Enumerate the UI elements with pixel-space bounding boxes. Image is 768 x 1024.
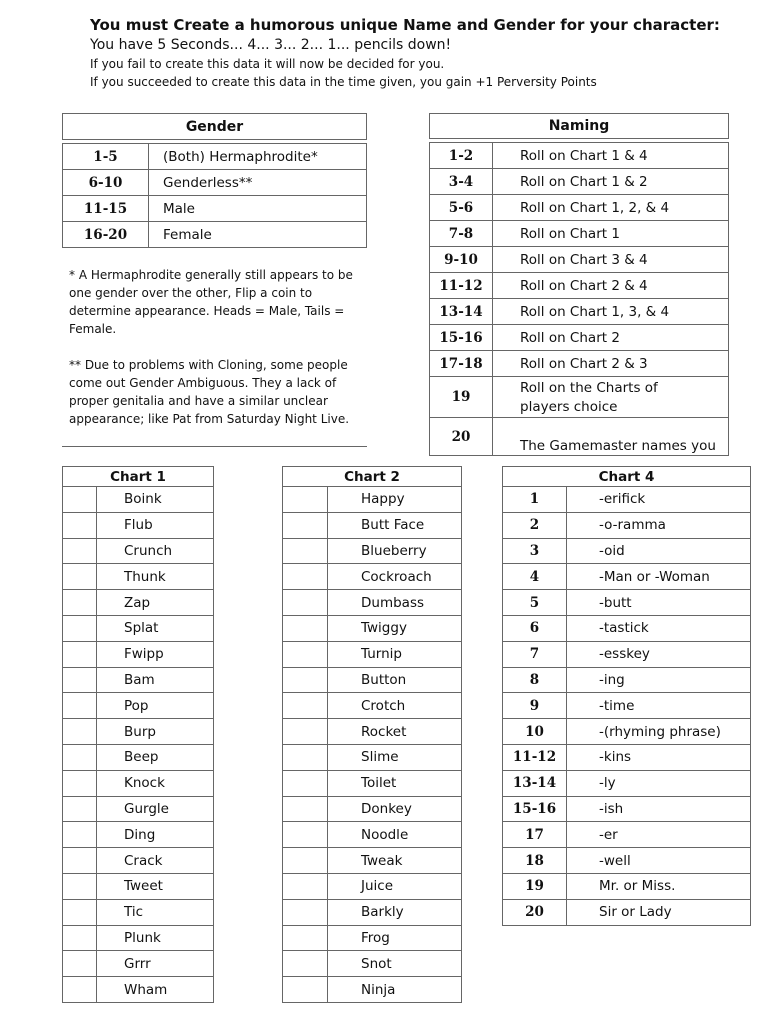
roll-cell: 5 (503, 590, 567, 616)
roll-cell (283, 667, 328, 693)
table-row (63, 590, 214, 616)
name-cell: Blueberry (328, 538, 462, 564)
roll-cell: 11-12 (430, 273, 493, 299)
suffix-cell: Sir or Lady (567, 899, 751, 925)
table-row (503, 848, 751, 874)
suffix-cell: -oid (567, 538, 751, 564)
roll-cell: 13-14 (430, 299, 493, 325)
table-row (63, 667, 214, 693)
table-row (503, 770, 751, 796)
result-cell: Female (149, 222, 367, 248)
page-title: You must Create a humorous unique Name and Gender for your character: (90, 16, 720, 34)
roll-cell: 3-4 (430, 169, 493, 195)
result-cell: Roll on Chart 1 & 2 (493, 169, 729, 195)
roll-cell (63, 925, 97, 951)
chart-2-heading: Chart 2 (283, 467, 462, 487)
roll-cell (283, 796, 328, 822)
suffix-cell: Mr. or Miss. (567, 873, 751, 899)
name-cell: Rocket (328, 719, 462, 745)
table-row (63, 719, 214, 745)
table-row (283, 615, 462, 641)
roll-cell: 9 (503, 693, 567, 719)
gender-heading: Gender (63, 114, 367, 140)
table-row (430, 299, 729, 325)
roll-cell (63, 848, 97, 874)
roll-cell: 18 (503, 848, 567, 874)
name-cell: Thunk (97, 564, 214, 590)
result-cell: The Gamemaster names you (493, 418, 729, 456)
table-row (283, 770, 462, 796)
table-row (283, 951, 462, 977)
roll-cell (63, 538, 97, 564)
table-row (503, 641, 751, 667)
roll-cell (63, 693, 97, 719)
roll-cell (283, 925, 328, 951)
table-row (430, 247, 729, 273)
table-row (63, 899, 214, 925)
table-row (283, 822, 462, 848)
roll-cell (63, 951, 97, 977)
roll-cell (283, 719, 328, 745)
name-cell: Ninja (328, 977, 462, 1003)
roll-cell: 3 (503, 538, 567, 564)
roll-cell: 6 (503, 615, 567, 641)
name-cell: Bam (97, 667, 214, 693)
roll-cell: 17 (503, 822, 567, 848)
name-cell: Tweak (328, 848, 462, 874)
suffix-cell: -tastick (567, 615, 751, 641)
table-row (63, 848, 214, 874)
roll-cell: 19 (503, 873, 567, 899)
roll-cell: 19 (430, 377, 493, 418)
table-row (63, 977, 214, 1003)
chart-2-table (282, 466, 462, 1003)
result-cell: Roll on Chart 3 & 4 (493, 247, 729, 273)
suffix-cell: -butt (567, 590, 751, 616)
result-cell: Roll on the Charts of players choice (493, 377, 729, 418)
roll-cell (63, 796, 97, 822)
roll-cell (283, 899, 328, 925)
table-row (503, 538, 751, 564)
name-cell: Zap (97, 590, 214, 616)
roll-cell (283, 538, 328, 564)
result-cell: Roll on Chart 1, 2, & 4 (493, 195, 729, 221)
roll-cell (63, 719, 97, 745)
chart-4-table (502, 466, 751, 926)
roll-cell: 15-16 (430, 325, 493, 351)
table-row (430, 195, 729, 221)
table-row (503, 667, 751, 693)
roll-cell: 7-8 (430, 221, 493, 247)
roll-cell: 13-14 (503, 770, 567, 796)
roll-cell (283, 615, 328, 641)
table-row (283, 538, 462, 564)
suffix-cell: -o-ramma (567, 512, 751, 538)
table-row (503, 615, 751, 641)
table-row (503, 873, 751, 899)
table-row (63, 925, 214, 951)
roll-cell (283, 512, 328, 538)
suffix-cell: -well (567, 848, 751, 874)
roll-cell (63, 615, 97, 641)
table-row (503, 564, 751, 590)
name-cell: Tic (97, 899, 214, 925)
roll-cell: 4 (503, 564, 567, 590)
suffix-cell: -ish (567, 796, 751, 822)
table-row (63, 641, 214, 667)
name-cell: Crack (97, 848, 214, 874)
name-cell: Dumbass (328, 590, 462, 616)
roll-cell (283, 770, 328, 796)
result-cell: Roll on Chart 2 & 3 (493, 351, 729, 377)
table-row (503, 512, 751, 538)
table-row (503, 719, 751, 745)
table-row (503, 899, 751, 925)
roll-cell (63, 667, 97, 693)
name-cell: Crotch (328, 693, 462, 719)
roll-cell (283, 744, 328, 770)
table-row (283, 564, 462, 590)
table-row (430, 169, 729, 195)
name-cell: Boink (97, 487, 214, 513)
roll-cell (283, 564, 328, 590)
name-cell: Tweet (97, 873, 214, 899)
roll-cell (63, 899, 97, 925)
table-row (503, 487, 751, 513)
suffix-cell: -Man or -Woman (567, 564, 751, 590)
name-cell: Happy (328, 487, 462, 513)
table-row (430, 351, 729, 377)
roll-cell: 11-12 (503, 744, 567, 770)
roll-cell: 2 (503, 512, 567, 538)
table-row (430, 418, 729, 456)
table-row (283, 796, 462, 822)
roll-cell: 17-18 (430, 351, 493, 377)
roll-cell: 11-15 (63, 196, 149, 222)
table-row (63, 144, 367, 170)
table-row (283, 641, 462, 667)
name-cell: Ding (97, 822, 214, 848)
name-cell: Frog (328, 925, 462, 951)
name-cell: Snot (328, 951, 462, 977)
name-cell: Juice (328, 873, 462, 899)
chart-4-heading: Chart 4 (503, 467, 751, 487)
result-cell: Roll on Chart 2 (493, 325, 729, 351)
genderless-note: ** Due to problems with Cloning, some people come out Gender Ambiguous. They a lack of proper genitalia and have a similar unclear appearance; like Pat from Saturday Night Live. (69, 358, 350, 426)
roll-cell: 5-6 (430, 195, 493, 221)
table-row (430, 377, 729, 418)
result-cell: Male (149, 196, 367, 222)
name-cell: Fwipp (97, 641, 214, 667)
suffix-cell: -er (567, 822, 751, 848)
roll-cell: 8 (503, 667, 567, 693)
countdown-line: You have 5 Seconds... 4... 3... 2... 1... pencils down! (90, 37, 452, 53)
hermaphrodite-note: * A Hermaphrodite generally still appears to be one gender over the other, Flip a coin to determine appearance. Heads = Male, Tails = Female. (69, 268, 353, 336)
name-cell: Gurgle (97, 796, 214, 822)
suffix-cell: -kins (567, 744, 751, 770)
roll-cell (63, 590, 97, 616)
gender-notes (69, 266, 359, 446)
table-row (283, 925, 462, 951)
roll-cell (283, 873, 328, 899)
table-row (283, 744, 462, 770)
name-cell: Noodle (328, 822, 462, 848)
table-row (63, 564, 214, 590)
table-row (430, 325, 729, 351)
name-cell: Beep (97, 744, 214, 770)
table-row (430, 143, 729, 169)
roll-cell (63, 977, 97, 1003)
table-row (283, 487, 462, 513)
roll-cell (283, 641, 328, 667)
name-cell: Wham (97, 977, 214, 1003)
fail-line: If you fail to create this data it will now be decided for you. (90, 57, 445, 71)
roll-cell (63, 873, 97, 899)
chart-1-table (62, 466, 214, 1003)
roll-cell (63, 822, 97, 848)
suffix-cell: -(rhyming phrase) (567, 719, 751, 745)
name-cell: Splat (97, 615, 214, 641)
name-cell: Twiggy (328, 615, 462, 641)
suffix-cell: -ly (567, 770, 751, 796)
roll-cell (283, 977, 328, 1003)
table-row (63, 693, 214, 719)
table-row (63, 796, 214, 822)
table-row (63, 744, 214, 770)
roll-cell (283, 693, 328, 719)
name-cell: Barkly (328, 899, 462, 925)
roll-cell: 1 (503, 487, 567, 513)
suffix-cell: -ing (567, 667, 751, 693)
suffix-cell: -erifick (567, 487, 751, 513)
name-cell: Flub (97, 512, 214, 538)
result-cell: Roll on Chart 1 (493, 221, 729, 247)
table-row (63, 770, 214, 796)
roll-cell (283, 848, 328, 874)
result-cell: Roll on Chart 1 & 4 (493, 143, 729, 169)
table-row (283, 512, 462, 538)
notes-divider (62, 446, 367, 447)
name-cell: Plunk (97, 925, 214, 951)
roll-cell (63, 770, 97, 796)
table-row (283, 848, 462, 874)
name-cell: Donkey (328, 796, 462, 822)
roll-cell (63, 641, 97, 667)
suffix-cell: -esskey (567, 641, 751, 667)
table-row (503, 796, 751, 822)
name-cell: Turnip (328, 641, 462, 667)
table-row (283, 667, 462, 693)
roll-cell (283, 822, 328, 848)
table-row (283, 590, 462, 616)
table-row (63, 873, 214, 899)
name-cell: Butt Face (328, 512, 462, 538)
roll-cell: 15-16 (503, 796, 567, 822)
roll-cell (63, 564, 97, 590)
roll-cell (283, 951, 328, 977)
table-row (283, 719, 462, 745)
roll-cell: 16-20 (63, 222, 149, 248)
roll-cell: 10 (503, 719, 567, 745)
name-cell: Pop (97, 693, 214, 719)
naming-table (429, 113, 729, 456)
naming-heading: Naming (430, 114, 729, 139)
table-row (503, 822, 751, 848)
table-row (283, 873, 462, 899)
name-cell: Toilet (328, 770, 462, 796)
table-row (503, 744, 751, 770)
table-row (283, 899, 462, 925)
roll-cell: 1-2 (430, 143, 493, 169)
name-cell: Slime (328, 744, 462, 770)
page-header (90, 15, 750, 91)
name-cell: Knock (97, 770, 214, 796)
name-cell: Burp (97, 719, 214, 745)
table-row (63, 170, 367, 196)
table-row (63, 615, 214, 641)
roll-cell: 1-5 (63, 144, 149, 170)
roll-cell (283, 590, 328, 616)
result-cell: Roll on Chart 2 & 4 (493, 273, 729, 299)
name-cell: Crunch (97, 538, 214, 564)
table-row (503, 693, 751, 719)
table-row (283, 693, 462, 719)
name-cell: Button (328, 667, 462, 693)
result-cell: (Both) Hermaphrodite* (149, 144, 367, 170)
table-row (63, 196, 367, 222)
roll-cell (63, 744, 97, 770)
gender-table (62, 113, 367, 248)
roll-cell: 6-10 (63, 170, 149, 196)
suffix-cell: -time (567, 693, 751, 719)
table-row (503, 590, 751, 616)
roll-cell: 9-10 (430, 247, 493, 273)
roll-cell: 20 (430, 418, 493, 456)
table-row (63, 222, 367, 248)
table-row (63, 538, 214, 564)
success-line: If you succeeded to create this data in the time given, you gain +1 Perversity Points (90, 75, 597, 89)
roll-cell (283, 487, 328, 513)
roll-cell (63, 487, 97, 513)
table-row (430, 221, 729, 247)
table-row (63, 822, 214, 848)
roll-cell (63, 512, 97, 538)
roll-cell: 7 (503, 641, 567, 667)
name-cell: Cockroach (328, 564, 462, 590)
table-row (63, 512, 214, 538)
result-cell: Genderless** (149, 170, 367, 196)
table-row (430, 273, 729, 299)
roll-cell: 20 (503, 899, 567, 925)
table-row (63, 487, 214, 513)
table-row (283, 977, 462, 1003)
result-cell: Roll on Chart 1, 3, & 4 (493, 299, 729, 325)
table-row (63, 951, 214, 977)
name-cell: Grrr (97, 951, 214, 977)
chart-1-heading: Chart 1 (63, 467, 214, 487)
